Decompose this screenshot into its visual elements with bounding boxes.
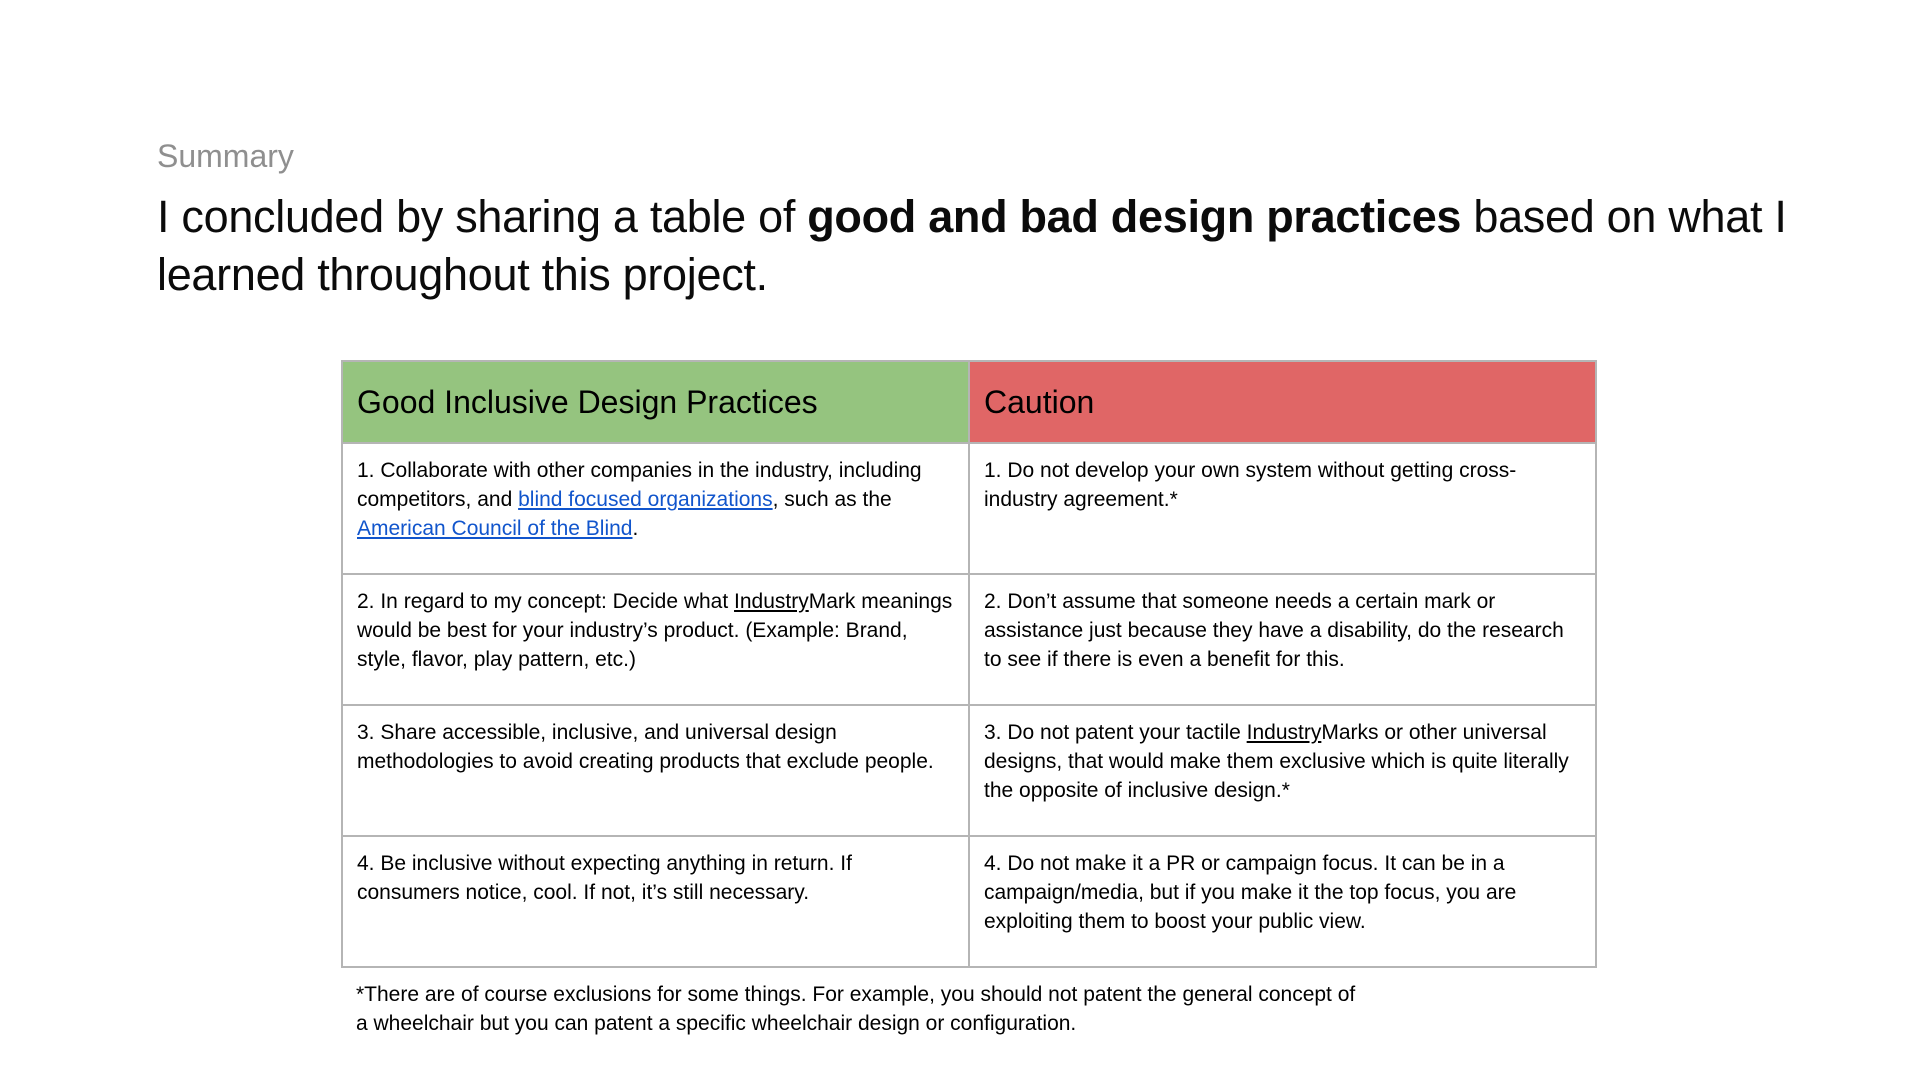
good-practice-cell-2 [342,574,969,705]
cell-text: 4. Be inclusive without expecting anything in return. If consumers notice, cool. If not, it’s still necessary. [357,852,852,904]
headline-bold-text: good and bad design practices [807,191,1462,242]
caution-cell-1 [969,443,1596,574]
good-practice-cell-1 [342,443,969,574]
table-row [342,705,1596,836]
good-practice-cell-4 [342,836,969,967]
cell-text: 3. Share accessible, inclusive, and universal design methodologies to avoid creating products that exclude people. [357,721,934,773]
cell-text: Marks or other universal designs, that would make them exclusive which is quite literally the opposite of inclusive design.* [984,721,1569,802]
caution-cell-4 [969,836,1596,967]
cell-text: 2. Don’t assume that someone needs a certain mark or assistance just because they have a disability, do the research to see if there is even a benefit for this. [984,590,1564,671]
caution-cell-3 [969,705,1596,836]
headline [157,188,1797,304]
table-row [342,836,1596,967]
underlined-term: Industry [734,590,809,613]
section-label: Summary [157,138,294,174]
cell-text: 3. Do not patent your tactile [984,721,1247,744]
cell-text: Mark meanings would be best for your industry’s product. (Example: Brand, style, flavor, play pattern, etc.) [357,590,953,671]
underlined-term: Industry [1246,721,1322,744]
cell-text: 2. In regard to my concept: Decide what [357,590,735,613]
cell-text: . [632,517,639,540]
good-practices-header: Good Inclusive Design Practices [342,361,969,443]
cell-text: 1. Collaborate with other companies in the industry, including competitors, and [357,459,922,511]
cell-text: , such as the [772,488,892,511]
headline-text-2: based on what I learned throughout this project. [157,191,1787,300]
blind-organizations-link[interactable]: blind focused organizations [518,488,773,511]
footnote: *There are of course exclusions for some things. For example, you should not patent the general concept of a wheelchair but you can patent a specific wheelchair design or configuration. [356,983,1356,1035]
cell-text: 4. Do not make it a PR or campaign focus. It can be in a campaign/media, but if you make it the top focus, you are exploiting them to boost your public view. [984,852,1517,933]
table-header-row [342,361,1596,443]
headline-text-1: I concluded by sharing a table of [157,191,808,242]
practices-table [341,360,1597,968]
table-row [342,443,1596,574]
cell-text: 1. Do not develop your own system without getting cross-industry agreement.* [984,459,1517,511]
caution-header: Caution [969,361,1596,443]
caution-cell-2 [969,574,1596,705]
american-council-of-the-blind-link[interactable]: American Council of the Blind [357,517,633,540]
table-row [342,574,1596,705]
good-practice-cell-3 [342,705,969,836]
